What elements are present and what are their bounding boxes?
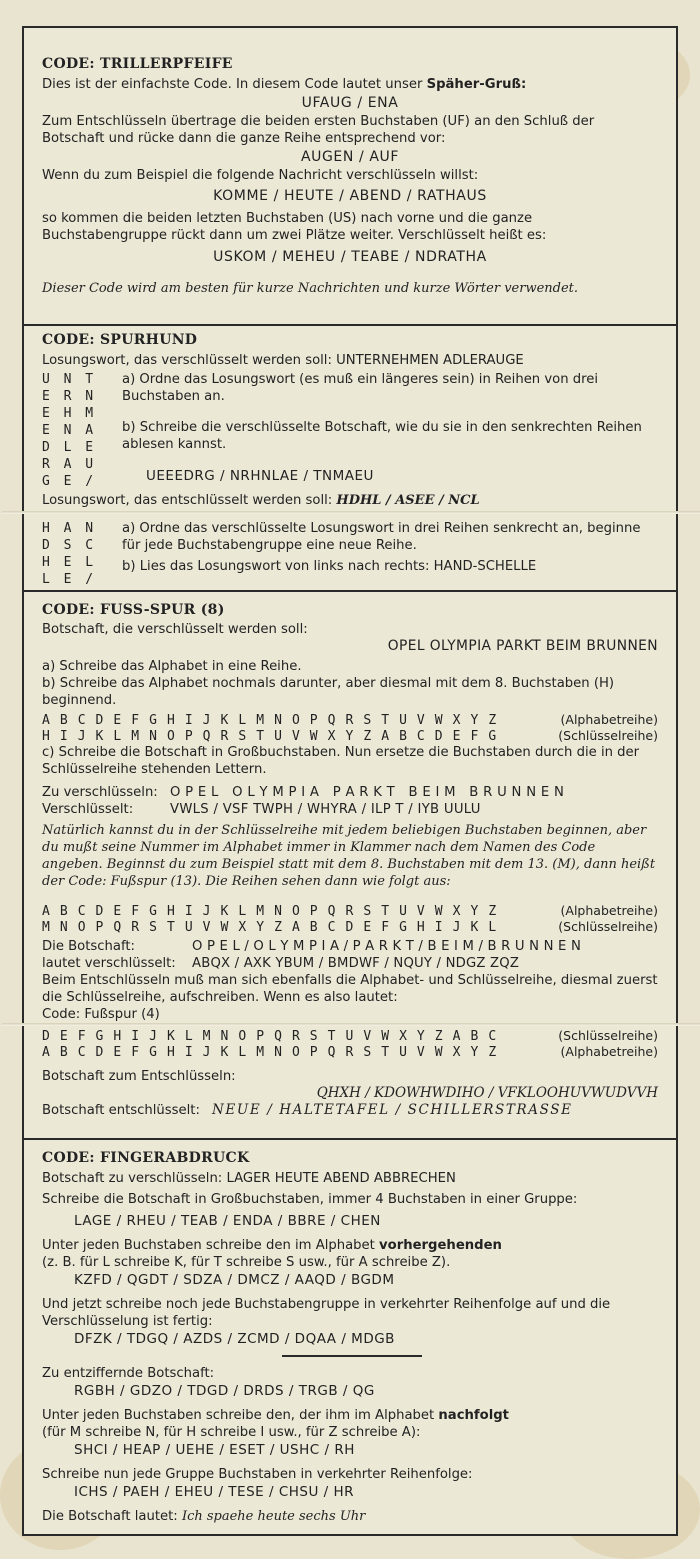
alphabet-row-2: A B C D E F G H I J K L M N O P Q R S T U V W X Y Z (Alphabetreihe) xyxy=(42,903,658,919)
decode-text: Zum Entschlüsseln übertrage die beiden ersten Buchstaben (UF) an den Schluß der Botschaft und rücke dann die ganze Reihe entsprechend vor: xyxy=(42,114,595,146)
groups: LAGE / RHEU / TEAB / ENDA / BBRE / CHEN xyxy=(74,1213,381,1229)
key-row-3: D E F G H I J K L M N O P Q R S T U V W X Y Z A B C (Schlüsselreihe) xyxy=(42,1028,658,1044)
prev-text: Unter jeden Buchstaben schreibe den im Alphabet vorhergehenden xyxy=(42,1238,502,1253)
msg3-label: Botschaft zum Entschlüsseln: xyxy=(42,1069,236,1084)
message-2: Die Botschaft: O P E L / O L Y M P I A / P A R K T / B E I M / B R U N N E N xyxy=(42,939,582,954)
grid-row: R A U xyxy=(42,457,97,472)
key-row-2: M N O P Q R S T U V W X Y Z A B C D E F G H I J K L (Schlüsselreihe) xyxy=(42,919,658,935)
password2-text: Losungswort, das entschlüsselt werden soll: HDHL / ASEE / NCL xyxy=(42,493,480,508)
prev-groups: KZFD / QGDT / SDZA / DMCZ / AAQD / BGDM xyxy=(74,1272,395,1288)
section-fuss-spur xyxy=(24,592,676,1140)
msg-value: OPEL OLYMPIA PARKT BEIM BRUNNEN xyxy=(387,638,658,654)
prev-text-2: (z. B. für L schreibe K, für T schreibe S usw., für A schreibe Z). xyxy=(42,1255,451,1270)
step-b: b) Schreibe die verschlüsselte Botschaft, wie du sie in den senkrechten Reihen ablesen kannst. xyxy=(122,420,642,452)
step-b: b) Schreibe das Alphabet nochmals darunter, aber diesmal mit dem 8. Buchstaben (H) beginnend. xyxy=(42,676,615,708)
step-c: c) Schreibe die Botschaft in Großbuchstaben. Nun ersetze die Buchstaben durch die in der Schlüsselreihe stehenden Lettern. xyxy=(42,745,640,777)
shift-text: so kommen die beiden letzten Buchstaben (US) nach vorne und die ganze Buchstabengruppe rückt dann um zwei Plätze weiter. Verschlüsselt heißt es: xyxy=(42,211,547,243)
encrypted-2: lautet verschlüsselt: ABQX / AXK YBUM / BMDWF / NQUY / NDGZ ZQZ xyxy=(42,956,520,971)
step-a: a) Schreibe das Alphabet in eine Reihe. xyxy=(42,659,302,674)
grid-row: D S C xyxy=(42,538,97,553)
example-encoded: USKOM / MEHEU / TEABE / NDRATHA xyxy=(213,249,487,265)
code-sheet xyxy=(22,26,678,1536)
step2-b: b) Lies das Losungswort von links nach rechts: HAND-SCHELLE xyxy=(122,559,537,574)
steps xyxy=(122,371,658,490)
example-plain: KOMME / HEUTE / ABEND / RATHAUS xyxy=(213,188,487,204)
grid-row: U N T xyxy=(42,372,97,387)
example-text: Wenn du zum Beispiel die folgende Nachricht verschlüsseln willst: xyxy=(42,168,479,183)
section-title: CODE: FUSS-SPUR (8) xyxy=(42,602,225,618)
msg-text: Botschaft zu verschlüsseln: LAGER HEUTE ABEND ABBRECHEN xyxy=(42,1171,456,1186)
section-trillerpfeife xyxy=(24,28,676,326)
greeting-decoded: AUGEN / AUF xyxy=(300,149,400,165)
next-text: Unter jeden Buchstaben schreibe den, der ihm im Alphabet nachfolgt xyxy=(42,1408,509,1423)
intro-text: Dies ist der einfachste Code. In diesem Code lautet unser Späher-Gruß: xyxy=(42,77,527,92)
next-groups: SHCI / HEAP / UEHE / ESET / USHC / RH xyxy=(74,1442,355,1458)
rev-text: Und jetzt schreibe noch jede Buchstabengruppe in verkehrter Reihenfolge auf und die Verschlüsselung ist fertig: xyxy=(42,1297,611,1329)
steps-2 xyxy=(122,520,658,588)
letter-grid-2 xyxy=(42,520,122,588)
decode-label: Zu entziffernde Botschaft: xyxy=(42,1366,215,1381)
section-note: Natürlich kannst du in der Schlüsselreihe mit jedem beliebigen Buchstaben beginnen, aber du mußt seine Nummer im Alphabet immer in Klammer nach dem Namen des Code angeben. Beginnst du zum Beispiel statt mit dem 8. Buchstaben mit dem 13. (M), dann heißt der Code: Fußspur (13). Die Reihen sehen dann wie folgt aus: xyxy=(42,823,656,889)
to-encrypt: Zu verschlüsseln: O P E L O L Y M P I A P A R K T B E I M B R U N N E N xyxy=(42,785,565,800)
grid-row: H E L xyxy=(42,555,97,570)
greeting-encoded: UFAUG / ENA xyxy=(301,95,399,111)
password-text: Losungswort, das verschlüsselt werden soll: UNTERNEHMEN ADLERAUGE xyxy=(42,353,524,368)
grid-row: E R N xyxy=(42,389,97,404)
encrypted: Verschlüsselt: VWLS / VSF TWPH / WHYRA / ILP T / IYB UULU xyxy=(42,802,481,817)
final-message: Die Botschaft lautet: Ich spaehe heute sechs Uhr xyxy=(42,1509,366,1524)
msg3-value: QHXH / KDOWHWDIHO / VFKLOOHUVWUDVVH xyxy=(316,1085,658,1101)
step2-a: a) Ordne das verschlüsselte Losungswort in drei Reihen senkrecht an, beginne für jede Buchstabengruppe eine neue Reihe. xyxy=(122,521,641,553)
section-title: CODE: SPURHUND xyxy=(42,332,198,348)
next-text-2: (für M schreibe N, für H schreibe I usw., für Z schreibe A): xyxy=(42,1425,421,1440)
section-fingerabdruck xyxy=(24,1140,676,1538)
divider xyxy=(282,1355,422,1357)
alphabet-row: A B C D E F G H I J K L M N O P Q R S T U V W X Y Z (Alphabetreihe) xyxy=(42,712,658,728)
grid-row: E N A xyxy=(42,423,97,438)
key-row: H I J K L M N O P Q R S T U V W X Y Z A B C D E F G (Schlüsselreihe) xyxy=(42,728,658,744)
grid-row: D L E xyxy=(42,440,97,455)
grid-row: E H M xyxy=(42,406,97,421)
decrypted-3: Botschaft entschlüsselt: NEUE / HALTETAFEL / SCHILLERSTRASSE xyxy=(42,1102,573,1118)
rev-groups: DFZK / TDGQ / AZDS / ZCMD / DQAA / MDGB xyxy=(74,1331,395,1347)
step-a: a) Ordne das Losungswort (es muß ein längeres sein) in Reihen von drei Buchstaben an. xyxy=(122,372,599,404)
fold-line xyxy=(2,1023,700,1026)
msg-text: Botschaft, die verschlüsselt werden soll: xyxy=(42,622,308,637)
section-note: Dieser Code wird am besten für kurze Nachrichten und kurze Wörter verwendet. xyxy=(42,281,579,296)
section-title: CODE: FINGERABDRUCK xyxy=(42,1150,250,1166)
section-title: CODE: TRILLERPFEIFE xyxy=(42,56,233,72)
decode-groups: RGBH / GDZO / TDGD / DRDS / TRGB / QG xyxy=(74,1383,375,1399)
rev2-text: Schreibe nun jede Gruppe Buchstaben in verkehrter Reihenfolge: xyxy=(42,1467,473,1482)
section-spurhund xyxy=(24,326,676,592)
fold-line xyxy=(2,511,700,514)
rev2-groups: ICHS / PAEH / EHEU / TESE / CHSU / HR xyxy=(74,1484,355,1500)
letter-grid xyxy=(42,371,122,490)
grid-row: H A N xyxy=(42,521,97,536)
alphabet-row-3: A B C D E F G H I J K L M N O P Q R S T U V W X Y Z (Alphabetreihe) xyxy=(42,1044,658,1060)
code-4-label: Code: Fußspur (4) xyxy=(42,1007,160,1022)
result: UEEEDRG / NRHNLAE / TNMAEU xyxy=(146,468,374,484)
group-text: Schreibe die Botschaft in Großbuchstaben, immer 4 Buchstaben in einer Gruppe: xyxy=(42,1192,578,1207)
grid-block xyxy=(42,371,658,490)
grid-row: L E / xyxy=(42,572,97,587)
grid-block-2 xyxy=(42,520,658,588)
grid-row: G E / xyxy=(42,474,97,489)
decode-text: Beim Entschlüsseln muß man sich ebenfalls die Alphabet- und Schlüsselreihe, diesmal zuerst die Schlüsselreihe, aufschreiben. Wenn es also lautet: xyxy=(42,973,658,1005)
